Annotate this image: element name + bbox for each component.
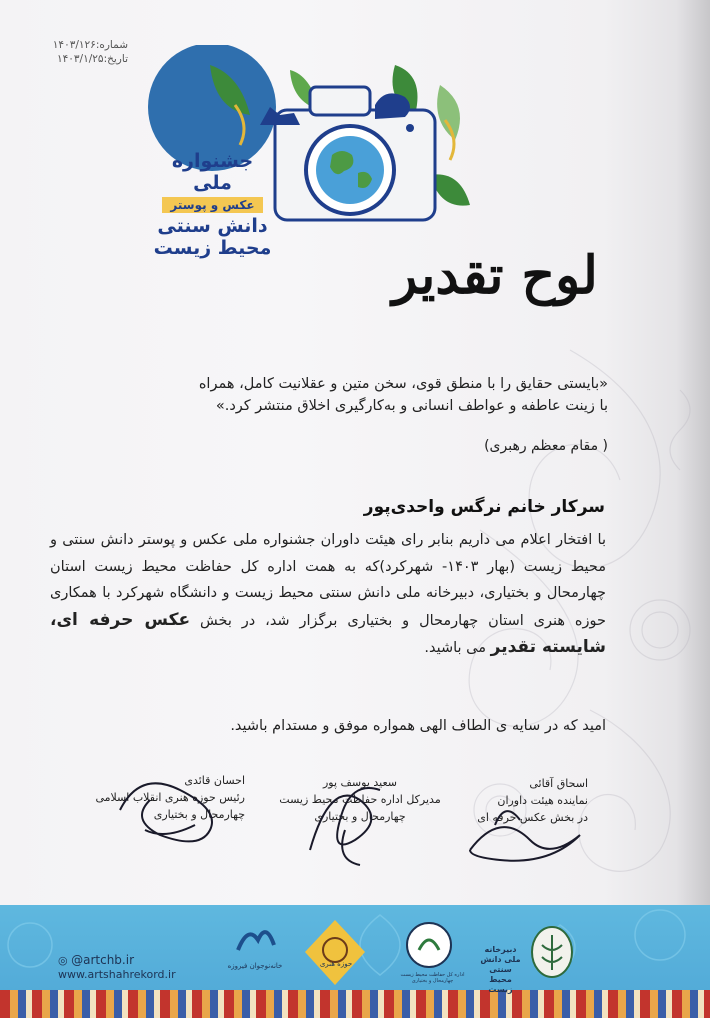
reference-info [38,38,128,66]
quote-line-1: «بایستی حقایق را با منطق قوی، سخن متین و عقلانیت کامل، همراه [198,376,608,392]
handwritten-signature [440,790,610,870]
environment-agency-logo [404,920,454,970]
website-link[interactable]: www.artshahrekord.ir [58,968,176,981]
signer-role: رئیس حوزه هنری انقلاب اسلامی [95,791,245,804]
footer-contacts [58,953,176,982]
certificate-title: لوح تقدیر [392,245,598,306]
body-text-2: می باشید. [424,640,487,656]
signer-role: چهارمحال و بختیاری [153,808,245,821]
instagram-icon: ◎ [58,954,68,967]
quote-attribution: ( مقام معظم رهبری) [484,438,608,454]
closing-wish: امید که در سایه ی الطاف الهی همواره موفق و مستدام باشید. [230,718,606,734]
footer-carpet-border [0,990,710,1018]
certificate-body [50,527,606,662]
festival-name-line4: محیط زیست [153,237,272,259]
signer-role: مدیرکل اداره حفاظت محیط زیست [279,793,441,806]
signer-name: احسان قائدی [184,774,245,787]
quote-line-2: با زینت عاطفه و عواطف انسانی و به‌کارگیری اخلاق منتشر کرد.» [215,398,608,414]
body-text-1: با افتخار اعلام می داریم بنابر رای هیئت داوران جشنواره ملی عکس و پوستر دانش سنتی و محیط زیست (بهار ۱۴۰۳- شهرکرد)که به همت اداره کل حفاظت محیط زیست استان چهارمحال و بختیاری، دبیرخانه ملی دانش سنتی محیط زیست و دانشگاه شهرکرد با همکاری حوزه هنری استان چهارمحال و بختیاری برگزار شد، در بخش [50,532,606,629]
handwritten-signature [105,760,235,860]
reference-number: شماره:۱۴۰۳/۱۲۶ [52,39,128,51]
secretariat-logo [530,925,575,980]
festival-name-line3: دانش سنتی [157,215,268,237]
art-center-caption: حوزه هنری [319,960,353,968]
art-center-logo [305,920,365,985]
firooze-logo [230,920,280,964]
award-result: شایسته تقدیر [490,637,606,657]
firooze-logo-mark [230,920,280,960]
festival-name [150,150,275,259]
signer-role: چهارمحال و بختیاری [314,810,406,823]
recipient-name: سرکار خانم نرگس واحدی‌پور [363,497,605,517]
firooze-caption: خانه‌نوجوان فیروزه [227,962,283,970]
handwritten-signature [290,770,410,880]
festival-name-line2: عکس و پوستر [162,197,262,213]
signer-name: اسحاق آقائی [529,777,588,790]
award-category: عکس حرفه ای، [50,609,191,630]
quote [50,373,608,417]
festival-name-line1: جشنواره ملی [171,150,254,194]
signer-name: سعید یوسف پور [322,776,397,789]
environment-agency-caption: اداره کل حفاظت محیط زیست چهارمحال و بختیاری [400,972,465,984]
instagram-handle[interactable]: ◎ @artchb.ir [58,953,135,967]
secretariat-caption: دبیرخانه ملی دانش سنتی محیط زیست [480,945,521,994]
signer-role: در بخش عکس حرفه ای [477,811,588,824]
signer-role: نماینده هیئت داوران [497,794,588,807]
reference-date: تاریخ:۱۴۰۳/۱/۲۵ [57,53,128,65]
